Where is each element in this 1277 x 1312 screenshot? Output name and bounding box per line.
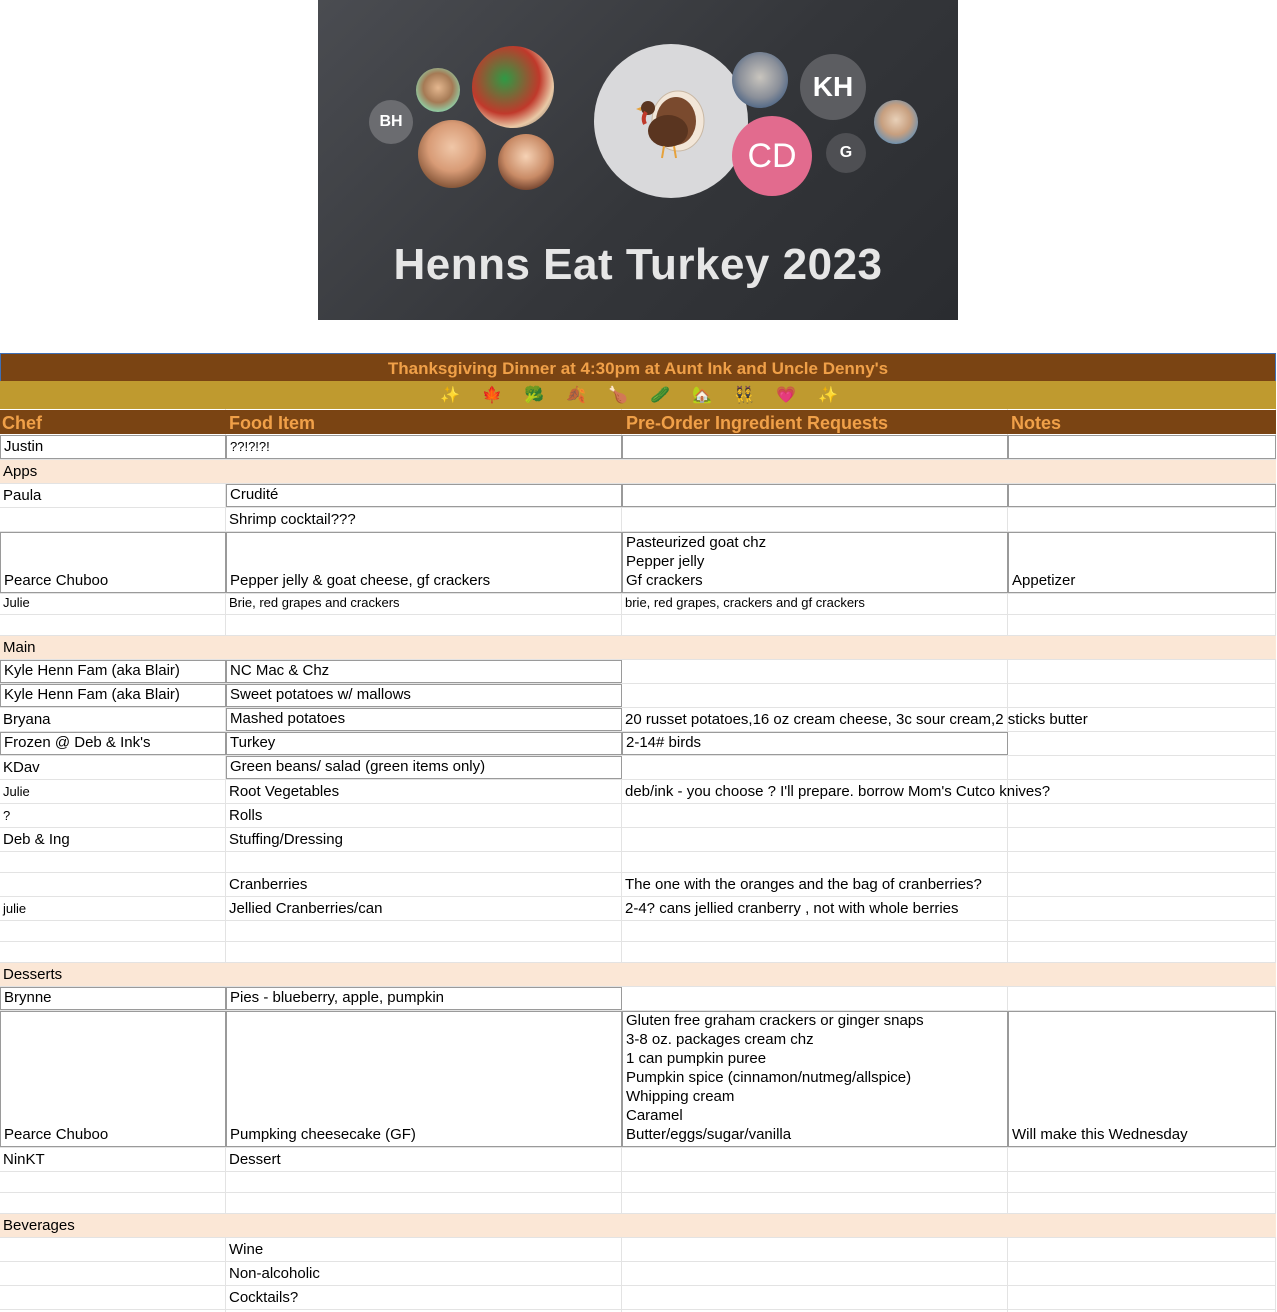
chef-cell[interactable]: Paula [3,487,42,504]
table-row [0,921,1276,942]
food-cell[interactable]: Dessert [229,1151,281,1168]
header-preorder[interactable]: Pre-Order Ingredient Requests [626,413,889,433]
table-row [0,987,1276,1011]
notes-cell[interactable] [1008,732,1276,755]
poultry-leg-icon: 🍗 [608,387,628,404]
table-row [0,756,1276,780]
food-cell[interactable]: Green beans/ salad (green items only) [226,756,622,779]
chef-cell[interactable] [0,1172,226,1192]
chef-cell[interactable]: Pearce Chuboo [0,532,226,593]
chef-cell[interactable]: Julie [3,784,30,799]
group-banner-image [318,0,958,320]
chef-cell[interactable] [0,508,226,531]
banner-title: Henns Eat Turkey 2023 [393,240,883,289]
dancers-icon: 👯 [734,387,754,404]
notes-cell[interactable] [1008,1286,1276,1309]
table-row [0,532,1276,594]
preorder-cell[interactable] [622,684,1008,707]
maple-leaf-icon: 🍁 [482,387,502,404]
header-notes[interactable]: Notes [1011,413,1062,433]
food-cell[interactable]: Pumpking cheesecake (GF) [226,1011,622,1147]
food-cell[interactable]: Turkey [226,732,622,755]
chef-cell[interactable]: Frozen @ Deb & Ink's [0,732,226,755]
table-row [0,897,1276,921]
chef-cell[interactable] [0,1193,226,1213]
preorder-cell[interactable]: 2-14# birds [622,732,1008,755]
heart-icon: 💗 [776,387,796,404]
turkey-avatar-icon [594,44,748,198]
avatar-cd: CD [732,116,812,196]
preorder-cell[interactable]: 20 russet potatoes,16 oz cream cheese, 3c sour cream,2 sticks butter [625,711,1088,728]
avatar-photo [416,68,460,112]
notes-cell[interactable] [1008,1148,1276,1171]
preorder-cell[interactable]: 2-4? cans jellied cranberry , not with whole berries [625,900,959,917]
table-row [0,873,1276,897]
preorder-cell[interactable] [622,532,1008,593]
food-cell[interactable]: Mashed potatoes [226,708,622,731]
food-cell[interactable]: Pepper jelly & goat cheese, gf crackers [226,532,622,593]
chef-cell[interactable]: julie [3,901,27,916]
table-row [0,484,1276,508]
table-row [0,435,1276,460]
preorder-cell[interactable] [622,804,1008,827]
food-cell[interactable]: ??!?!?! [226,435,622,459]
table-row [0,508,1276,532]
sheet-title-cell[interactable]: Thanksgiving Dinner at 4:30pm at Aunt Ink and Uncle Denny's [0,353,1276,382]
chef-cell[interactable]: Julie [3,595,30,610]
category-row [0,636,1276,660]
broccoli-icon: 🥦 [524,387,544,404]
preorder-cell[interactable]: brie, red grapes, crackers and gf crackers [625,595,865,610]
notes-cell[interactable] [1008,435,1276,459]
notes-cell[interactable] [1008,897,1276,920]
chef-cell[interactable]: NinKT [3,1151,45,1168]
food-cell[interactable]: NC Mac & Chz [226,660,622,683]
notes-cell[interactable] [1008,1262,1276,1285]
preorder-cell[interactable] [622,828,1008,851]
table-row [0,594,1276,615]
table-row [0,1172,1276,1193]
preorder-cell[interactable] [622,987,1008,1010]
preorder-cell[interactable]: deb/ink - you choose ? I'll prepare. borrow Mom's Cutco knives? [625,783,1051,800]
notes-cell[interactable] [1008,804,1276,827]
chef-cell[interactable]: Bryana [3,711,51,728]
food-cell[interactable]: Cranberries [229,876,308,893]
notes-cell[interactable] [1008,484,1276,507]
preorder-line: Gluten free graham crackers or ginger snaps [626,1012,924,1029]
chef-cell[interactable]: ? [3,808,11,823]
preorder-cell[interactable]: The one with the oranges and the bag of cranberries? [625,876,982,893]
emoji-row[interactable] [0,381,1276,409]
table-row [0,1148,1276,1172]
chef-cell[interactable]: Pearce Chuboo [0,1011,226,1147]
notes-cell[interactable] [1008,684,1276,707]
table-row [0,780,1276,804]
notes-cell[interactable] [1008,1238,1276,1261]
preorder-line: Caramel [626,1107,683,1124]
table-row [0,684,1276,708]
chef-cell[interactable]: Kyle Henn Fam (aka Blair) [0,660,226,683]
food-cell[interactable]: Jellied Cranberries/can [229,900,383,917]
table-row [0,1286,1276,1310]
food-cell[interactable]: Root Vegetables [229,783,340,800]
chef-cell[interactable]: Brynne [0,987,226,1010]
notes-cell[interactable] [1008,660,1276,683]
avatar-photo [498,134,554,190]
avatar-photo [874,100,918,144]
notes-cell[interactable]: Will make this Wednesday [1008,1011,1276,1147]
sparkles-icon: ✨ [818,387,838,404]
category-row [0,963,1276,987]
chef-cell[interactable]: KDav [3,759,40,776]
notes-cell[interactable] [1008,987,1276,1010]
preorder-cell[interactable] [622,1011,1008,1147]
turkey-icon [616,66,726,176]
avatar-bh: BH [369,100,413,144]
category-label[interactable]: Beverages [3,1217,75,1234]
table-row [0,942,1276,963]
preorder-line: 3-8 oz. packages cream chz [626,1031,814,1048]
table-row [0,660,1276,684]
food-cell[interactable]: Rolls [229,807,263,824]
category-row [0,460,1276,484]
avatar-photo [472,46,554,128]
preorder-line: Butter/eggs/sugar/vanilla [626,1126,792,1143]
preorder-cell[interactable] [622,756,1008,779]
category-label[interactable]: Desserts [3,966,63,983]
table-row [0,732,1276,756]
cucumber-icon: 🥒 [650,387,670,404]
food-cell[interactable]: Sweet potatoes w/ mallows [226,684,622,707]
preorder-cell[interactable] [622,508,1008,531]
preorder-cell[interactable] [622,1262,1008,1285]
avatar-photo [732,52,788,108]
table-row [0,1011,1276,1148]
table-row [0,828,1276,852]
table-row [0,1193,1276,1214]
notes-cell[interactable] [1008,508,1276,531]
table-row [0,1262,1276,1286]
notes-cell[interactable]: Appetizer [1008,532,1276,593]
preorder-line: Pumpkin spice (cinnamon/nutmeg/allspice) [626,1069,912,1086]
chef-cell[interactable] [0,615,226,635]
food-cell[interactable]: Non-alcoholic [229,1265,320,1282]
chef-cell[interactable] [0,873,226,896]
avatar-photo [418,120,486,188]
column-header-row [0,410,1276,434]
chef-cell[interactable]: Deb & Ing [3,831,70,848]
chef-cell[interactable] [0,1262,226,1285]
header-chef[interactable]: Chef [2,413,42,433]
preorder-line: Pepper jelly [626,553,705,570]
food-cell[interactable]: Shrimp cocktail??? [229,511,356,528]
header-food-item[interactable]: Food Item [229,413,315,433]
chef-cell[interactable]: Kyle Henn Fam (aka Blair) [0,684,226,707]
food-cell[interactable]: Stuffing/Dressing [229,831,343,848]
preorder-cell[interactable] [622,484,1008,507]
food-cell[interactable]: Crudité [226,484,622,507]
chef-cell[interactable] [0,1238,226,1261]
preorder-cell[interactable] [622,1238,1008,1261]
food-cell[interactable]: Cocktails? [229,1289,299,1306]
avatar-kh: KH [800,54,866,120]
preorder-cell[interactable] [622,660,1008,683]
avatar-g: G [826,133,866,173]
category-row [0,1214,1276,1238]
category-label[interactable]: Apps [3,463,38,480]
preorder-cell[interactable] [622,435,1008,459]
preorder-line: Whipping cream [626,1088,735,1105]
preorder-line: 1 can pumpkin puree [626,1050,767,1067]
chef-cell[interactable] [0,942,226,962]
chef-cell[interactable] [0,921,226,941]
preorder-line: Pasteurized goat chz [626,534,767,551]
category-label[interactable]: Main [3,639,36,656]
table-row [0,852,1276,873]
preorder-cell[interactable] [622,1286,1008,1309]
chef-cell[interactable]: Justin [0,435,226,459]
house-icon: 🏡 [692,387,712,404]
notes-cell[interactable] [1008,594,1276,614]
sparkles-icon: ✨ [440,387,460,404]
table-row [0,708,1276,732]
notes-cell[interactable] [1008,828,1276,851]
food-cell[interactable]: Pies - blueberry, apple, pumpkin [226,987,622,1010]
preorder-line: Gf crackers [626,572,703,589]
fallen-leaf-icon: 🍂 [566,387,586,404]
notes-cell[interactable] [1008,873,1276,896]
table-row [0,1238,1276,1262]
chef-cell[interactable] [0,852,226,872]
table-row [0,615,1276,636]
table-row [0,804,1276,828]
chef-cell[interactable] [0,1286,226,1309]
food-cell[interactable]: Brie, red grapes and crackers [229,595,400,610]
notes-cell[interactable] [1008,756,1276,779]
preorder-cell[interactable] [622,1148,1008,1171]
food-cell[interactable]: Wine [229,1241,264,1258]
